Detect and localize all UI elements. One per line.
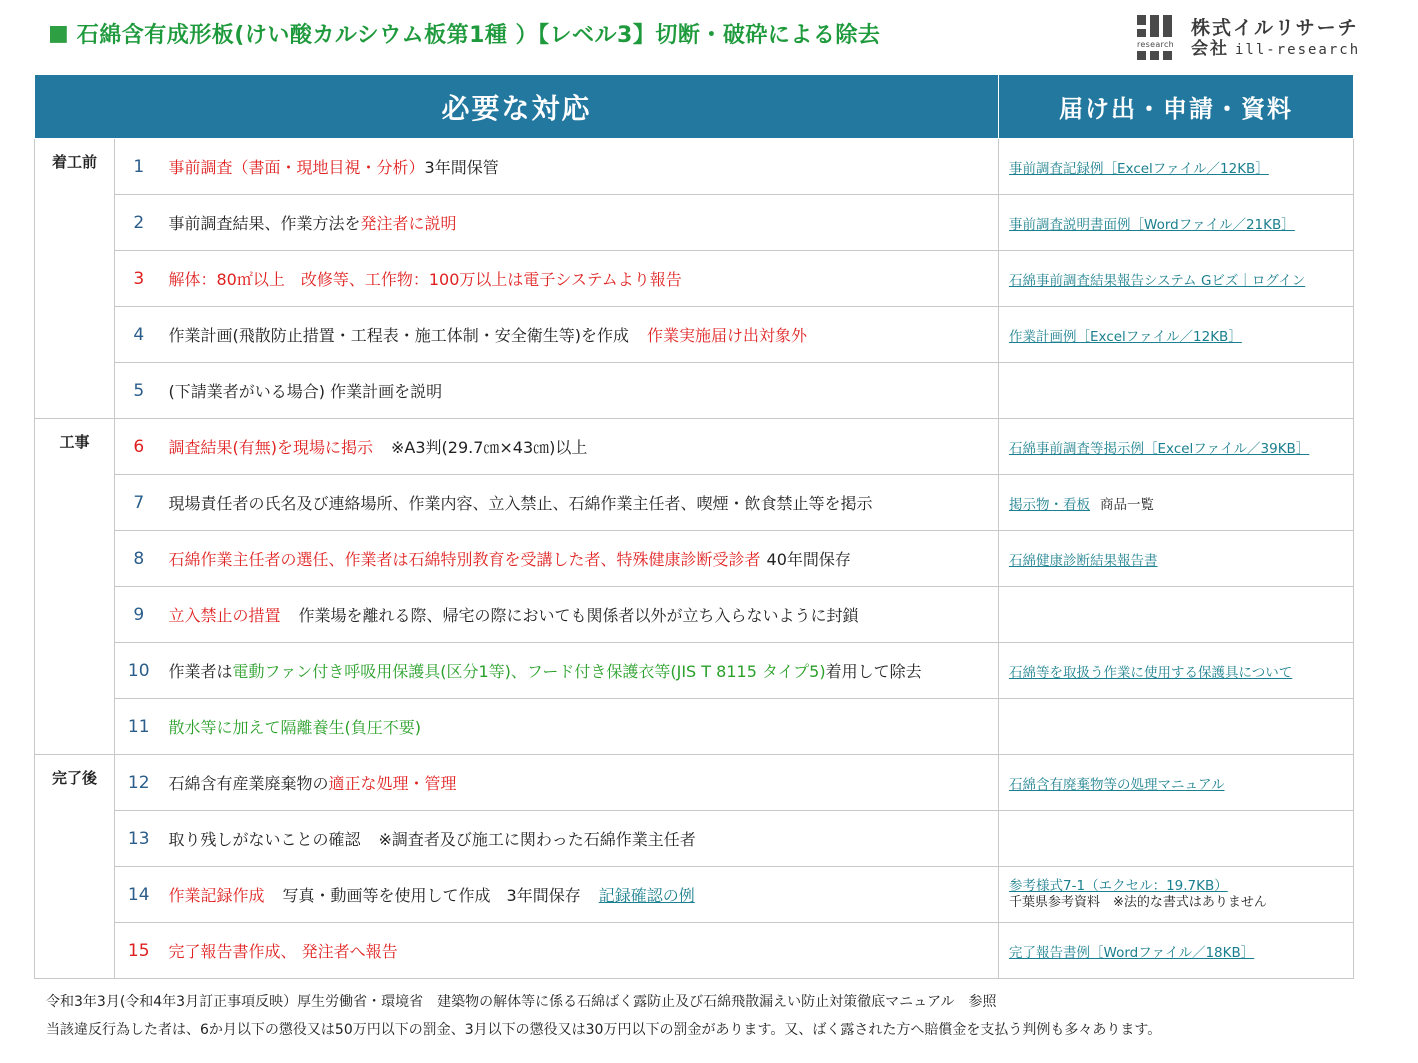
- row-number: 2: [115, 195, 163, 251]
- doc-link[interactable]: 掲示物・看板: [1009, 496, 1091, 513]
- row-number: 12: [115, 755, 163, 811]
- table-row: [35, 251, 1354, 307]
- footer-reference: 令和3年3月(令和4年3月訂正事項反映）厚生労働省・環境省 建築物の解体等に係る石綿ばく露防止及び石綿飛散漏えい防止対策徹底マニュアル 参照: [46, 994, 997, 1010]
- row-content: 石綿含有産業廃棄物の適正な処理・管理: [163, 755, 999, 811]
- record-example-link[interactable]: 記録確認の例: [598, 886, 695, 905]
- column-header-documents: 届け出・申請・資料: [999, 75, 1354, 139]
- table-row: [35, 419, 1354, 475]
- row-content: 現場責任者の氏名及び連絡場所、作業内容、立入禁止、石綿作業主任者、喫煙・飲食禁止等を掲示: [163, 475, 999, 531]
- row-documents: [999, 531, 1354, 587]
- row-documents: [999, 923, 1354, 979]
- footer-penalty: 当該違反行為した者は、6か月以下の懲役又は50万円以下の罰金、3月以下の懲役又は30万円以下の罰金があります。又、ばく露された方へ賠償金を支払う判例も多々あります。: [46, 1022, 1162, 1038]
- table-row: [35, 811, 1354, 867]
- row-content: 事前調査（書面・現地目視・分析）3年間保管: [163, 139, 999, 195]
- row-content: 取り残しがないことの確認 ※調査者及び施工に関わった石綿作業主任者: [163, 811, 999, 867]
- row-documents: [999, 139, 1354, 195]
- logo-name-ja: 株式イルリサーチ: [1191, 16, 1359, 39]
- table-row: [35, 923, 1354, 979]
- row-content: 作業者は電動ファン付き呼吸用保護具(区分1等)、フード付き保護衣等(JIS T 8115 タイプ5)着用して除去: [163, 643, 999, 699]
- row-content: 立入禁止の措置 作業場を離れる際、帰宅の際においても関係者以外が立ち入らないように封鎖: [163, 587, 999, 643]
- table-row: [35, 307, 1354, 363]
- table-row: [35, 643, 1354, 699]
- row-number: 7: [115, 475, 163, 531]
- phase-before-construction: 着工前: [35, 139, 115, 419]
- doc-link[interactable]: 事前調査説明書面例［Wordファイル／21KB］: [1009, 216, 1295, 233]
- table-row: [35, 139, 1354, 195]
- doc-link[interactable]: 完了報告書例［Wordファイル／18KB］: [1009, 944, 1255, 961]
- row-content: 石綿作業主任者の選任、作業者は石綿特別教育を受講した者、特殊健康診断受診者 40年間保存: [163, 531, 999, 587]
- row-content: 散水等に加えて隔離養生(負圧不要): [163, 699, 999, 755]
- doc-link[interactable]: 参考様式7-1（エクセル：19.7KB）: [1009, 877, 1228, 894]
- row-content: 事前調査結果、作業方法を発注者に説明: [163, 195, 999, 251]
- phase-after-construction: 完了後: [35, 755, 115, 979]
- logo-name-en: ill-research: [1235, 41, 1361, 58]
- column-header-actions: 必要な対応: [35, 75, 999, 139]
- row-content: 作業記録作成 写真・動画等を使用して作成 3年間保存 記録確認の例: [163, 867, 999, 923]
- row-documents: [999, 587, 1354, 643]
- row-documents: 掲示物・看板 商品一覧: [999, 475, 1354, 531]
- row-documents: [999, 195, 1354, 251]
- page-title-bar: [48, 16, 880, 50]
- row-documents: [999, 811, 1354, 867]
- footer-notes: [46, 988, 1161, 1044]
- doc-link[interactable]: 石綿等を取扱う作業に使用する保護具について: [1009, 664, 1293, 681]
- row-number: 13: [115, 811, 163, 867]
- doc-link[interactable]: 石綿事前調査等掲示例［Excelファイル／39KB］: [1009, 440, 1310, 457]
- row-number: 8: [115, 531, 163, 587]
- doc-link[interactable]: 事前調査記録例［Excelファイル／12KB］: [1009, 160, 1269, 177]
- table-row: [35, 531, 1354, 587]
- row-content: 作業計画(飛散防止措置・工程表・施工体制・安全衛生等)を作成 作業実施届け出対象外: [163, 307, 999, 363]
- row-documents: [999, 419, 1354, 475]
- row-number: 6: [115, 419, 163, 475]
- row-documents: 参考様式7-1（エクセル：19.7KB） 千葉県参考資料 ※法的な書式はありません: [999, 867, 1354, 923]
- row-documents: [999, 699, 1354, 755]
- row-documents: [999, 307, 1354, 363]
- row-number: 11: [115, 699, 163, 755]
- row-number: 10: [115, 643, 163, 699]
- row-number: 5: [115, 363, 163, 419]
- row-documents: [999, 643, 1354, 699]
- table-row: [35, 587, 1354, 643]
- doc-link[interactable]: 石綿健康診断結果報告書: [1009, 552, 1158, 569]
- table-row: [35, 363, 1354, 419]
- row-number: 4: [115, 307, 163, 363]
- logo-name-ja-line2: 会社: [1191, 38, 1229, 59]
- table-row: [35, 699, 1354, 755]
- row-number: 9: [115, 587, 163, 643]
- row-number: 15: [115, 923, 163, 979]
- row-documents: [999, 251, 1354, 307]
- page-title: 石綿含有成形板(けい酸カルシウム板第1種 ）【レベル3】切断・破砕による除去: [76, 22, 881, 48]
- phase-during-construction: 工事: [35, 419, 115, 755]
- table-row: [35, 475, 1354, 531]
- table-row: [35, 195, 1354, 251]
- row-number: 3: [115, 251, 163, 307]
- row-number: 1: [115, 139, 163, 195]
- row-documents: [999, 363, 1354, 419]
- square-bullet-icon: ■: [48, 20, 69, 46]
- company-logo[interactable]: [1137, 14, 1377, 62]
- row-content: (下請業者がいる場合) 作業計画を説明: [163, 363, 999, 419]
- logo-mark-text: research: [1137, 40, 1175, 49]
- logo-mark-icon: [1137, 15, 1183, 61]
- row-content: 調査結果(有無)を現場に掲示 ※A3判(29.7㎝×43㎝)以上: [163, 419, 999, 475]
- row-number: 14: [115, 867, 163, 923]
- table-row: [35, 867, 1354, 923]
- row-documents: [999, 755, 1354, 811]
- doc-link[interactable]: 石綿事前調査結果報告システム Gビズ｜ログイン: [1009, 272, 1306, 289]
- doc-link[interactable]: 作業計画例［Excelファイル／12KB］: [1009, 328, 1242, 345]
- row-content: 完了報告書作成、 発注者へ報告: [163, 923, 999, 979]
- doc-link[interactable]: 石綿含有廃棄物等の処理マニュアル: [1009, 776, 1225, 793]
- row-content: 解体：80㎡以上 改修等、工作物：100万以上は電子システムより報告: [163, 251, 999, 307]
- table-row: [35, 755, 1354, 811]
- requirements-table: [34, 74, 1353, 979]
